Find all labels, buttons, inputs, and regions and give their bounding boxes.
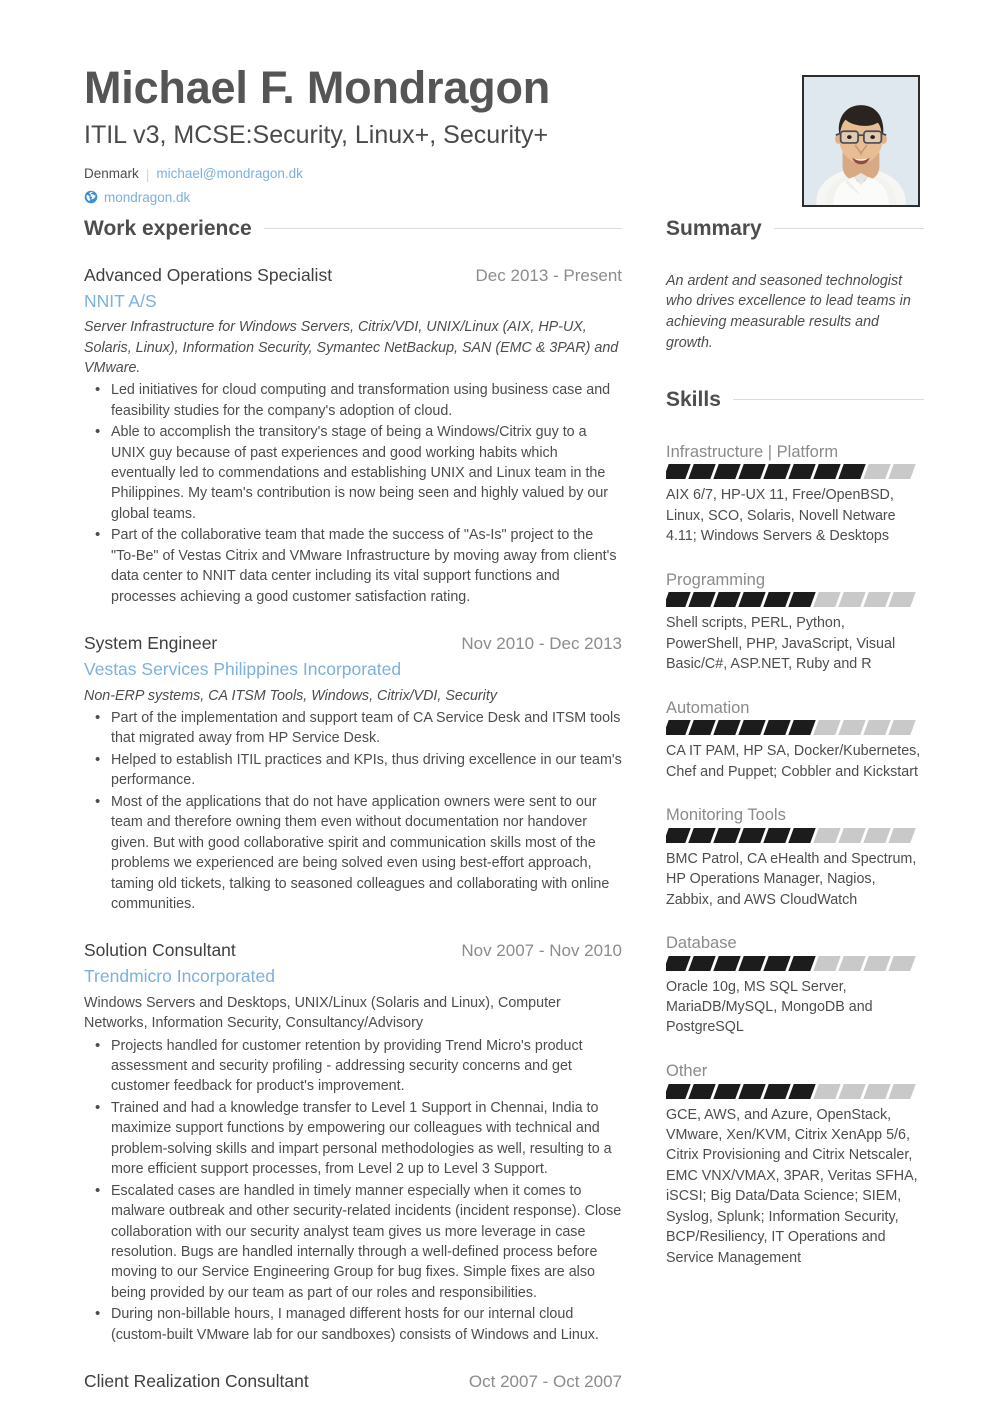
skill-level-bar xyxy=(666,956,924,971)
skill-bar-segment xyxy=(738,464,765,479)
skill-bar-segment xyxy=(813,956,840,971)
skills-heading xyxy=(666,388,924,412)
job-entry xyxy=(84,265,622,607)
skill-bar-segment xyxy=(888,592,915,607)
skill-bar-segment xyxy=(763,592,790,607)
job-header xyxy=(84,940,622,962)
job-entry xyxy=(84,633,622,914)
skill-name: Infrastructure | Platform xyxy=(666,442,839,461)
skill-bar-segment xyxy=(788,720,815,735)
skill-bar-segment xyxy=(738,828,765,843)
skill-bar-segment xyxy=(863,828,890,843)
job-entry xyxy=(84,1371,622,1393)
heading-rule xyxy=(264,228,622,229)
section-title: Skills xyxy=(666,387,721,411)
skill-item xyxy=(666,570,924,675)
skill-description: GCE, AWS, and Azure, OpenStack, VMware, Xen/KVM, Citrix XenApp 5/6, Citrix Provisioning and Citrix Netscaler, EMC VNX/VMAX, 3PAR, Veritas SFHA, iSCSI; Big Data/Data Science; SIEM, Syslog, Splunk; Information Security, BCP/Resiliency, IT Operations and Service Management xyxy=(666,1106,918,1266)
resume-header xyxy=(0,0,1000,205)
job-dates: Dec 2013 - Present xyxy=(475,265,622,285)
skill-bar-segment xyxy=(813,592,840,607)
skill-bar-segment xyxy=(738,720,765,735)
skill-level-bar xyxy=(666,464,924,479)
job-bullet-list xyxy=(84,380,622,607)
skill-bar-segment xyxy=(888,956,915,971)
job-bullet: • During non-billable hours, I managed different hosts for our internal cloud (custom-built VMware lab for our sandboxes) consists of Windows and Linux. xyxy=(111,1304,622,1345)
skill-bar-segment xyxy=(738,1084,765,1099)
email-link[interactable]: michael@mondragon.dk xyxy=(156,166,303,182)
skill-name: Programming xyxy=(666,570,766,589)
skill-item xyxy=(666,698,924,783)
contact-line xyxy=(84,164,920,185)
sidebar-column xyxy=(666,217,924,1291)
skill-bar-segment xyxy=(888,1084,915,1099)
avatar xyxy=(802,75,920,207)
skill-bar-segment xyxy=(813,464,840,479)
heading-rule xyxy=(733,399,924,400)
skill-bar-segment xyxy=(666,464,691,479)
job-bullet: • Most of the applications that do not have application owners were sent to our team and therefore owning them even without documentation nor handover given. But with good collaborative spirit and communication skills most of the problems we experienced are being solved even using best-effort approach, taming old tickets, talking to seasoned colleagues and collaborating with online communities. xyxy=(111,792,622,915)
skill-bar-segment xyxy=(713,720,740,735)
job-list xyxy=(84,265,622,1393)
skill-bar-segment xyxy=(763,1084,790,1099)
skill-bar-segment xyxy=(788,464,815,479)
skill-bar-segment xyxy=(863,720,890,735)
job-bullet: • Escalated cases are handled in timely manner especially when it comes to malware outbreak and other security-related incidents (incident response). Close collaboration with our security analyst team gives us more leverage in case resolution. Bugs are handled internally through a well-defined process before moving to our Service Engineering Group for bug fixes. Simple fixes are also being provided by our team as part of our roles and responsibilities. xyxy=(111,1181,622,1304)
job-bullet: • Led initiatives for cloud computing and transformation using business case and feasibility studies for the company's adoption of cloud. xyxy=(111,380,622,421)
job-bullet: • Trained and had a knowledge transfer to Level 1 Support in Chennai, India to maximize support functions by empowering our colleagues with technical and problem-solving skills and impart personal methodologies as well, resulting to a more efficient support processes, from Level 2 up to Level 3 Support. xyxy=(111,1098,622,1180)
location-text: Denmark xyxy=(84,166,139,182)
skill-bar-segment xyxy=(688,1084,715,1099)
job-dates: Oct 2007 - Oct 2007 xyxy=(468,1372,622,1392)
skill-bar-segment xyxy=(863,956,890,971)
skill-bar-segment xyxy=(713,828,740,843)
job-dates: Nov 2007 - Nov 2010 xyxy=(461,941,622,961)
job-bullet-list xyxy=(84,1036,622,1346)
skill-bar-segment xyxy=(738,592,765,607)
job-description: Server Infrastructure for Windows Servers, Citrix/VDI, UNIX/Linux (AIX, HP-UX, Solaris, Linux), Information Security, Symantec NetBackup, SAN (EMC & 3PAR) and VMware. xyxy=(84,319,619,376)
skill-bar-segment xyxy=(838,828,865,843)
skill-name: Other xyxy=(666,1061,708,1080)
skill-bar-segment xyxy=(788,828,815,843)
section-title: Work experience xyxy=(84,216,252,240)
skill-level-bar xyxy=(666,1084,924,1099)
skill-bar-segment xyxy=(888,720,915,735)
job-company-link[interactable]: Trendmicro Incorporated xyxy=(84,966,275,987)
job-dates: Nov 2010 - Dec 2013 xyxy=(461,634,622,654)
skill-level-bar xyxy=(666,720,924,735)
skill-bar-segment xyxy=(688,828,715,843)
skill-bar-segment xyxy=(863,592,890,607)
candidate-name: Michael F. Mondragon xyxy=(84,62,551,113)
skill-bar-segment xyxy=(788,592,815,607)
skill-bar-segment xyxy=(813,720,840,735)
job-title: Advanced Operations Specialist xyxy=(84,264,333,285)
skill-bar-segment xyxy=(888,828,915,843)
skill-bar-segment xyxy=(838,592,865,607)
work-experience-column xyxy=(84,217,644,1419)
skill-name: Automation xyxy=(666,698,750,717)
skill-description: Oracle 10g, MS SQL Server, MariaDB/MySQL, MongoDB and PostgreSQL xyxy=(666,978,873,1036)
skill-description: CA IT PAM, HP SA, Docker/Kubernetes, Chef and Puppet; Cobbler and Kickstart xyxy=(666,743,921,780)
skill-item xyxy=(666,442,924,547)
skill-name: Monitoring Tools xyxy=(666,806,786,824)
skill-bar-segment xyxy=(713,464,740,479)
skill-bar-segment xyxy=(838,464,865,479)
job-description: Non-ERP systems, CA ITSM Tools, Windows, Citrix/VDI, Security xyxy=(84,687,497,704)
skill-bar-segment xyxy=(666,592,691,607)
job-company-link[interactable]: NNIT A/S xyxy=(84,290,157,311)
skill-bar-segment xyxy=(666,956,691,971)
skill-description: AIX 6/7, HP-UX 11, Free/OpenBSD, Linux, SCO, Solaris, Novell Netware 4.11; Windows Servers & Desktops xyxy=(666,487,896,545)
skill-bar-segment xyxy=(813,1084,840,1099)
job-entry xyxy=(84,940,622,1345)
website-link[interactable]: mondragon.dk xyxy=(104,189,191,205)
job-company-link[interactable]: Vestas Services Philippines Incorporated xyxy=(84,658,402,679)
job-bullet: • Part of the collaborative team that made the success of "As-Is" project to the "To-Be" of Vestas Citrix and VMware Infrastructure by moving away from client's data center to NNIT data center including its vital support functions and processes achieving a good customer satisfaction rating. xyxy=(111,525,622,607)
skill-item xyxy=(666,933,924,1038)
resume-columns xyxy=(0,217,1000,1419)
skill-bar-segment xyxy=(788,1084,815,1099)
job-description: Windows Servers and Desktops, UNIX/Linux (Solaris and Linux), Computer Networks, Information Security, Consultancy/Advisory xyxy=(84,995,561,1032)
skill-item xyxy=(666,805,924,910)
skill-level-bar xyxy=(666,828,924,843)
skill-bar-segment xyxy=(688,720,715,735)
globe-icon xyxy=(84,190,98,204)
work-experience-heading xyxy=(84,217,622,241)
job-header xyxy=(84,633,622,655)
job-bullet: • Projects handled for customer retention by providing Trend Micro's product assessment and security profiling - addressing security concerns and get customer feedback for product's improvement. xyxy=(111,1036,622,1097)
skill-bar-segment xyxy=(763,464,790,479)
skill-level-bar xyxy=(666,592,924,607)
contact-separator: | xyxy=(145,165,150,182)
skill-bar-segment xyxy=(688,956,715,971)
website-line xyxy=(84,190,920,205)
skill-bar-segment xyxy=(738,956,765,971)
skill-bar-segment xyxy=(838,1084,865,1099)
job-bullet: • Able to accomplish the transitory's stage of being a Windows/Citrix guy to a UNIX guy because of past experiences and good working habits which eventually led to commendations and establishing UNIX and Linux team in the Philippines. My team's contribution is now being seen and highly valued by our global teams. xyxy=(111,422,622,524)
job-bullet: • Helped to establish ITIL practices and KPIs, thus driving excellence in our team's performance. xyxy=(111,750,622,791)
skill-bar-segment xyxy=(863,464,890,479)
job-header xyxy=(84,1371,622,1393)
skill-bar-segment xyxy=(713,956,740,971)
skill-bar-segment xyxy=(713,1084,740,1099)
skill-bar-segment xyxy=(763,956,790,971)
summary-heading xyxy=(666,217,924,241)
skill-bar-segment xyxy=(666,720,691,735)
skill-bar-segment xyxy=(666,828,691,843)
skill-bar-segment xyxy=(713,592,740,607)
skill-bar-segment xyxy=(688,464,715,479)
section-title: Summary xyxy=(666,216,762,240)
skill-bar-segment xyxy=(838,956,865,971)
job-title: Solution Consultant xyxy=(84,940,236,961)
skill-description: Shell scripts, PERL, Python, PowerShell, PHP, JavaScript, Visual Basic/C#, ASP.NET, Ruby and R xyxy=(666,615,896,673)
job-title: Client Realization Consultant xyxy=(84,1371,309,1392)
job-title: System Engineer xyxy=(84,633,218,654)
skill-item xyxy=(666,1061,924,1268)
skill-bar-segment xyxy=(666,1084,691,1099)
skill-bar-segment xyxy=(763,720,790,735)
summary-text: An ardent and seasoned technologist who drives excellence to lead teams in achieving measurable results and growth. xyxy=(666,272,911,351)
job-bullet: • Part of the implementation and support team of CA Service Desk and ITSM tools that migrated away from HP Service Desk. xyxy=(111,708,622,749)
candidate-headline: ITIL v3, MCSE:Security, Linux+, Security+ xyxy=(84,120,549,149)
skill-description: BMC Patrol, CA eHealth and Spectrum, HP Operations Manager, Nagios, Zabbix, and AWS CloudWatch xyxy=(666,850,917,908)
skill-name: Database xyxy=(666,933,737,952)
skill-list xyxy=(666,442,924,1268)
skill-bar-segment xyxy=(688,592,715,607)
heading-rule xyxy=(774,228,924,229)
skill-bar-segment xyxy=(863,1084,890,1099)
skill-bar-segment xyxy=(813,828,840,843)
skill-bar-segment xyxy=(763,828,790,843)
job-header xyxy=(84,265,622,287)
skill-bar-segment xyxy=(888,464,915,479)
skill-bar-segment xyxy=(788,956,815,971)
job-bullet-list xyxy=(84,708,622,914)
skill-bar-segment xyxy=(838,720,865,735)
